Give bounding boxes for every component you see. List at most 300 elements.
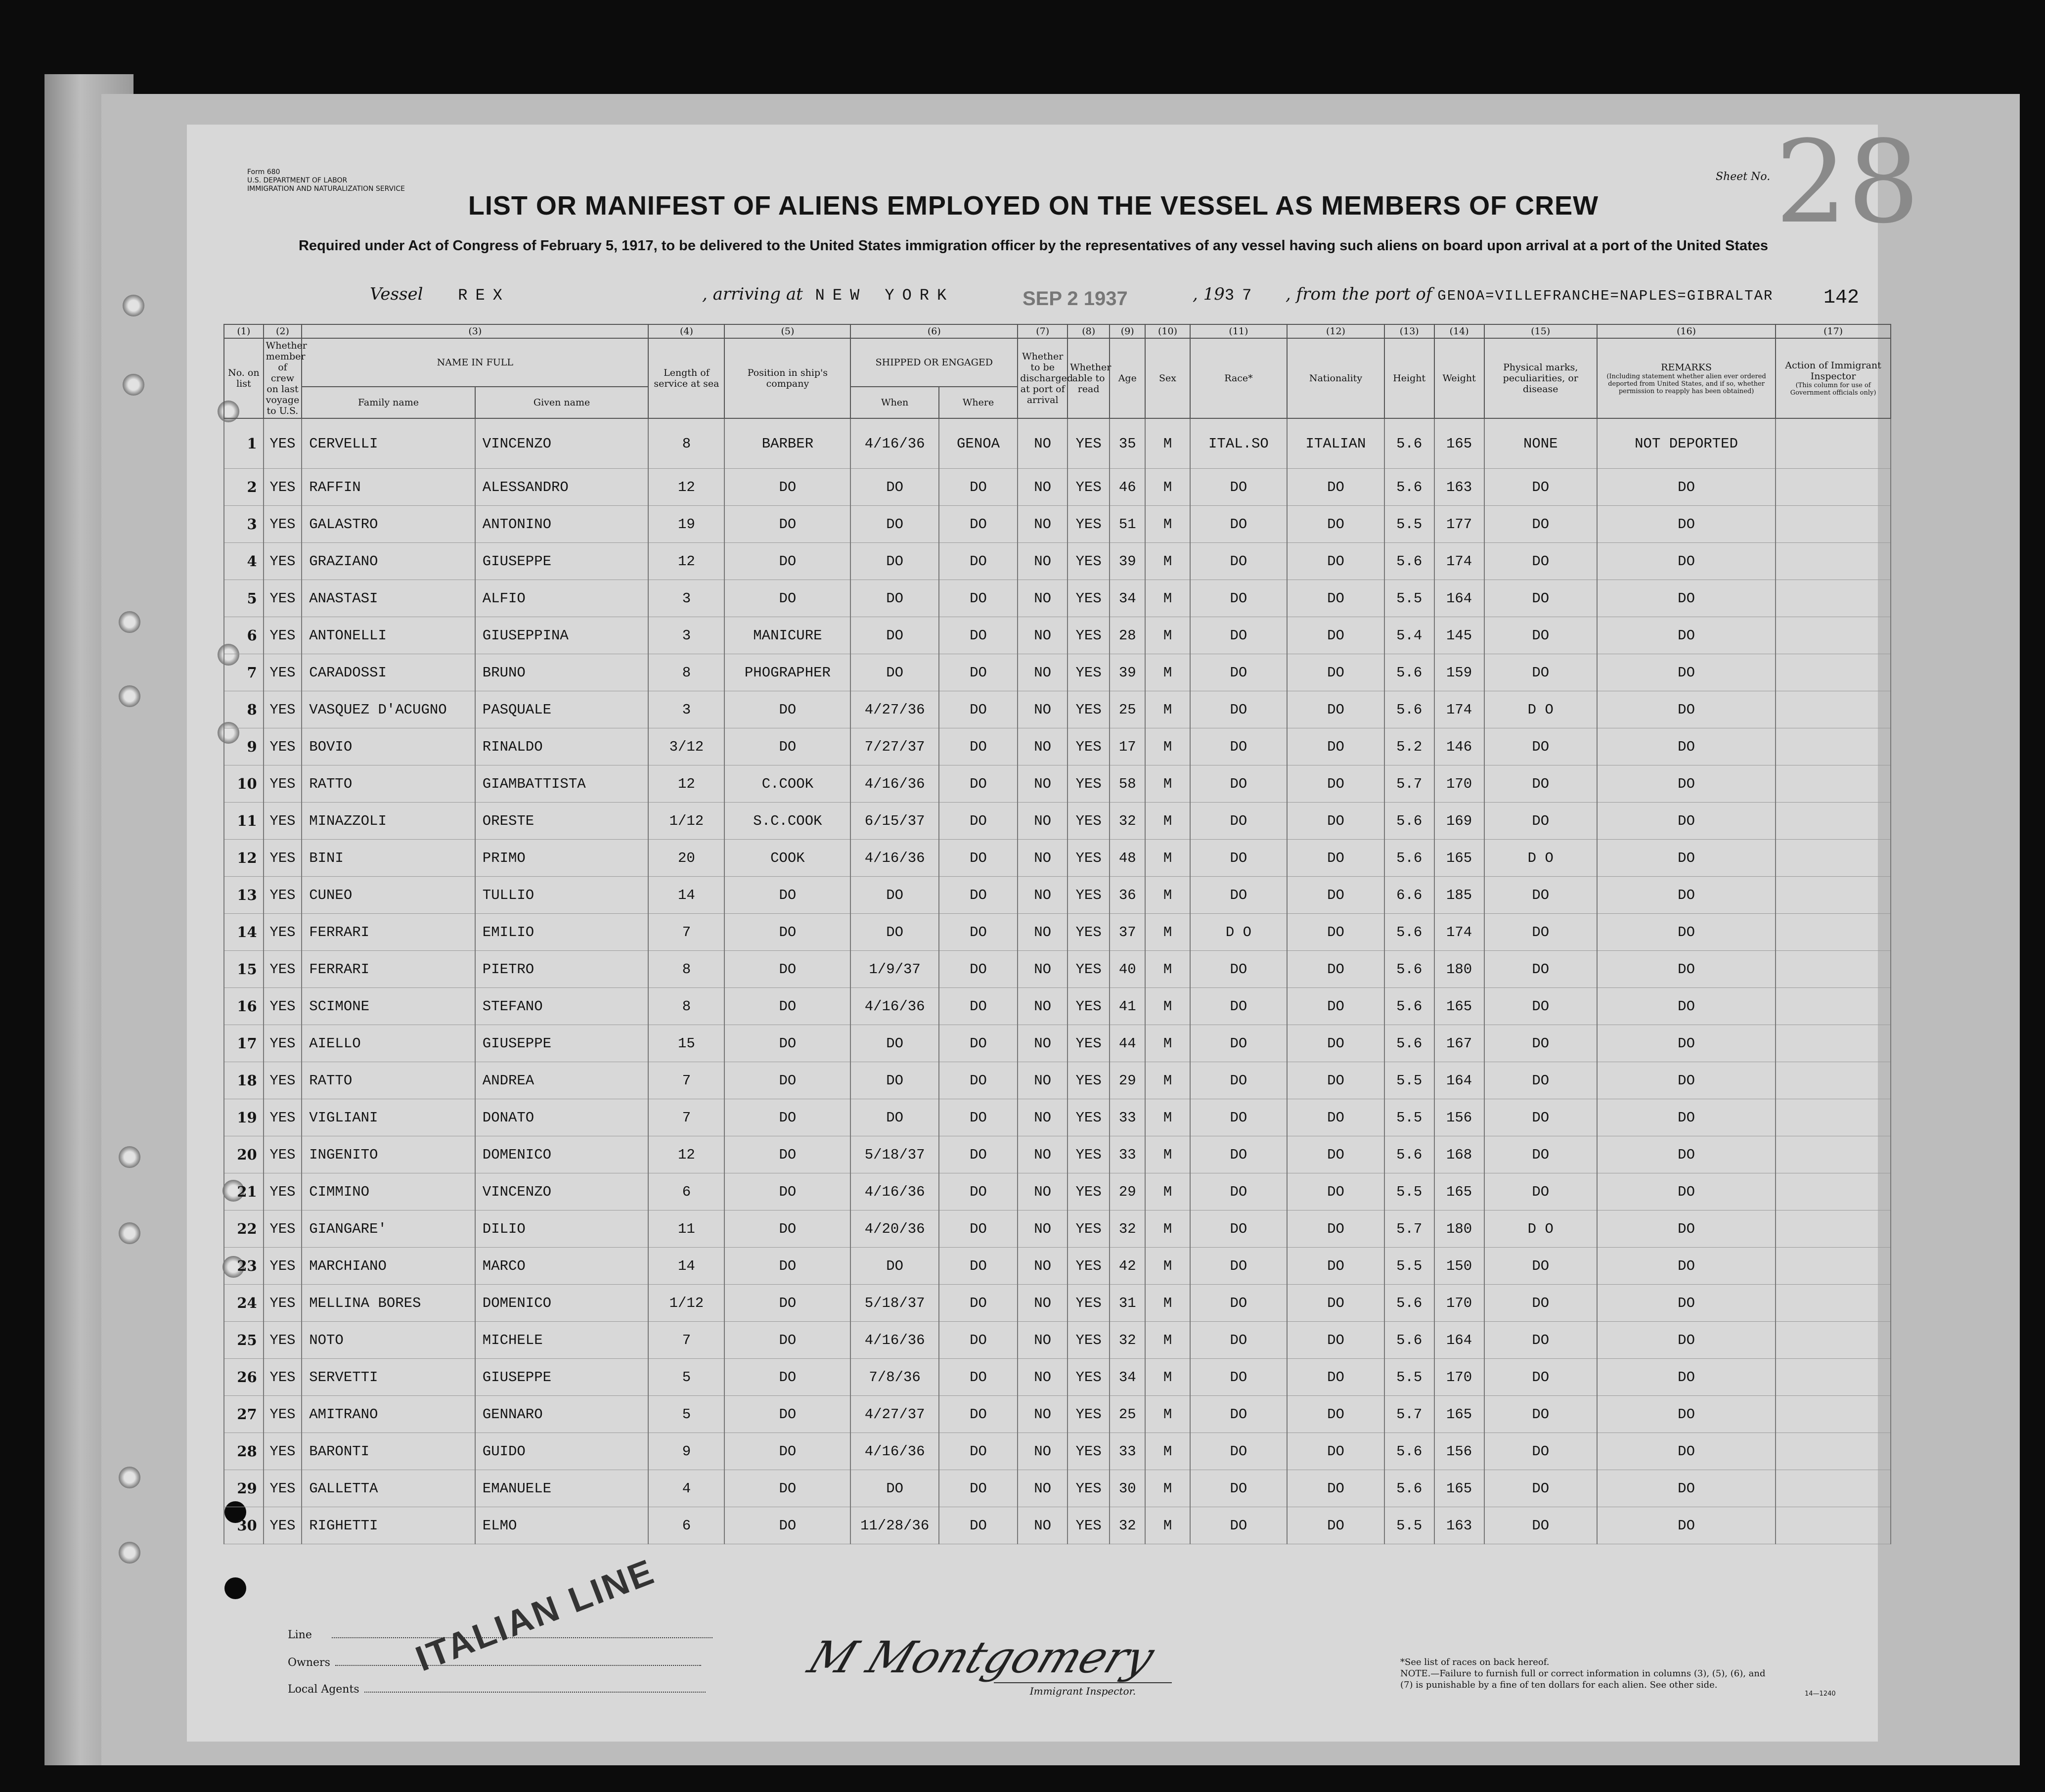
cell-height: 5.5 [1384,1359,1434,1396]
cell-age: 37 [1110,914,1145,951]
punch-hole [119,1467,140,1488]
cell-crew-member: YES [264,1433,302,1470]
cell-crew-member: YES [264,1396,302,1433]
cell-position: DO [724,914,850,951]
sheet-label: Sheet No. [1716,171,1771,183]
cell-race: DO [1190,803,1288,840]
cell-no: 21 [224,1173,264,1210]
cell-length-of-service: 1/12 [648,803,724,840]
cell-given-name: EMANUELE [475,1470,649,1507]
punch-hole [224,1577,246,1599]
cell-physical-marks: DO [1484,1322,1597,1359]
col-remarks [1597,338,1776,418]
cell-crew-member: YES [264,877,302,914]
cell-shipped-when: 5/18/37 [850,1285,938,1322]
cell-given-name: DOMENICO [475,1136,649,1173]
print-code: 14—1240 [1805,1690,1836,1698]
cell-family-name: RATTO [302,1062,475,1099]
cell-position: DO [724,1359,850,1396]
cell-race: DO [1190,1173,1288,1210]
from-port: GENOA=VILLEFRANCHE=NAPLES=GIBRALTAR [1437,288,1774,304]
cell-family-name: ANTONELLI [302,617,475,654]
cell-age: 34 [1110,1359,1145,1396]
cell-crew-member: YES [264,654,302,691]
cell-crew-member: YES [264,1099,302,1136]
cell-race: DO [1190,543,1288,580]
cell-height: 5.7 [1384,765,1434,803]
cell-length-of-service: 1/12 [648,1285,724,1322]
cell-nationality: DO [1287,654,1384,691]
cell-discharged: NO [1018,1396,1067,1433]
cell-no: 18 [224,1062,264,1099]
cell-nationality: DO [1287,1136,1384,1173]
cell-remarks: DO [1597,1470,1776,1507]
owners-label: Owners [288,1657,330,1669]
cell-age: 25 [1110,1396,1145,1433]
cell-family-name: GALLETTA [302,1470,475,1507]
cell-shipped-where: DO [939,1248,1018,1285]
cell-inspector-action [1776,1433,1891,1470]
races-note: *See list of races on back hereof. [1400,1657,1550,1667]
cell-no: 28 [224,1433,264,1470]
cell-inspector-action [1776,691,1891,728]
cell-height: 5.7 [1384,1396,1434,1433]
cell-shipped-where: DO [939,840,1018,877]
cell-age: 51 [1110,506,1145,543]
cell-weight: 164 [1434,580,1484,617]
cell-given-name: ORESTE [475,803,649,840]
cell-able-to-read: YES [1067,951,1110,988]
table-row [224,580,1891,617]
cell-height: 5.7 [1384,1210,1434,1248]
cell-shipped-when: DO [850,617,938,654]
cell-weight: 165 [1434,1173,1484,1210]
cell-physical-marks: DO [1484,1173,1597,1210]
cell-given-name: ANTONINO [475,506,649,543]
cell-sex: M [1145,840,1190,877]
cell-remarks: DO [1597,469,1776,506]
cell-length-of-service: 3 [648,580,724,617]
handwritten-number: 142 [1823,287,1860,309]
cell-no: 12 [224,840,264,877]
cell-sex: M [1145,728,1190,765]
cell-length-of-service: 8 [648,654,724,691]
cell-height: 5.6 [1384,543,1434,580]
cell-remarks: DO [1597,691,1776,728]
cell-able-to-read: YES [1067,1396,1110,1433]
cell-height: 5.5 [1384,1062,1434,1099]
cell-shipped-when: DO [850,1025,938,1062]
cell-age: 46 [1110,469,1145,506]
table-row [224,840,1891,877]
cell-given-name: GIUSEPPINA [475,617,649,654]
cell-age: 17 [1110,728,1145,765]
cell-physical-marks: DO [1484,951,1597,988]
cell-given-name: ALESSANDRO [475,469,649,506]
cell-length-of-service: 12 [648,543,724,580]
cell-sex: M [1145,988,1190,1025]
from-port-field [1286,284,1773,314]
cell-family-name: VASQUEZ D'ACUGNO [302,691,475,728]
cell-race: DO [1190,1470,1288,1507]
cell-physical-marks: DO [1484,1359,1597,1396]
cell-race: DO [1190,1248,1288,1285]
cell-weight: 163 [1434,469,1484,506]
cell-physical-marks: DO [1484,877,1597,914]
cell-race: DO [1190,1359,1288,1396]
cell-family-name: BARONTI [302,1433,475,1470]
cell-sex: M [1145,1470,1190,1507]
cell-remarks: DO [1597,617,1776,654]
cell-crew-member: YES [264,1210,302,1248]
cell-weight: 180 [1434,951,1484,988]
cell-sex: M [1145,1136,1190,1173]
cell-discharged: NO [1018,580,1067,617]
cell-inspector-action [1776,1470,1891,1507]
cell-able-to-read: YES [1067,1507,1110,1544]
cell-shipped-when: DO [850,877,938,914]
cell-able-to-read: YES [1067,543,1110,580]
cell-physical-marks: DO [1484,543,1597,580]
cell-able-to-read: YES [1067,1322,1110,1359]
cell-position: DO [724,506,850,543]
cell-given-name: DOMENICO [475,1285,649,1322]
cell-height: 6.6 [1384,877,1434,914]
cell-able-to-read: YES [1067,803,1110,840]
cell-length-of-service: 7 [648,1322,724,1359]
cell-inspector-action [1776,418,1891,469]
cell-nationality: DO [1287,988,1384,1025]
table-row [224,617,1891,654]
cell-shipped-when: 4/20/36 [850,1210,938,1248]
col-nationality: Nationality [1287,338,1384,418]
cell-discharged: NO [1018,1173,1067,1210]
cell-age: 30 [1110,1470,1145,1507]
cell-position: DO [724,691,850,728]
cell-length-of-service: 7 [648,1099,724,1136]
cell-position: DO [724,1322,850,1359]
cell-shipped-when: 4/16/36 [850,988,938,1025]
cell-family-name: AIELLO [302,1025,475,1062]
cell-race: DO [1190,691,1288,728]
cell-discharged: NO [1018,418,1067,469]
cell-inspector-action [1776,469,1891,506]
cell-sex: M [1145,1507,1190,1544]
cell-physical-marks: DO [1484,1285,1597,1322]
cell-no: 29 [224,1470,264,1507]
cell-crew-member: YES [264,617,302,654]
italian-line-stamp: ITALIAN LINE [410,1551,661,1679]
cell-shipped-when: 6/15/37 [850,803,938,840]
cell-able-to-read: YES [1067,469,1110,506]
year-value: 37 [1224,286,1260,305]
cell-crew-member: YES [264,1025,302,1062]
punch-hole [123,374,144,396]
cell-remarks: DO [1597,1322,1776,1359]
table-row [224,543,1891,580]
cell-weight: 150 [1434,1248,1484,1285]
cell-family-name: RIGHETTI [302,1507,475,1544]
column-header-row [224,338,1891,387]
sheet-number: 28 [1775,117,1920,249]
cell-no: 22 [224,1210,264,1248]
cell-discharged: NO [1018,728,1067,765]
table-row [224,1285,1891,1322]
cell-sex: M [1145,1099,1190,1136]
cell-position: DO [724,1062,850,1099]
cell-able-to-read: YES [1067,654,1110,691]
cell-family-name: MARCHIANO [302,1248,475,1285]
cell-no: 4 [224,543,264,580]
table-row [224,1396,1891,1433]
cell-sex: M [1145,1285,1190,1322]
cell-able-to-read: YES [1067,1062,1110,1099]
cell-family-name: CIMMINO [302,1173,475,1210]
cell-no: 1 [224,418,264,469]
cell-shipped-when: DO [850,543,938,580]
cell-inspector-action [1776,1359,1891,1396]
cell-length-of-service: 3 [648,617,724,654]
cell-discharged: NO [1018,1470,1067,1507]
table-row [224,1507,1891,1544]
cell-crew-member: YES [264,506,302,543]
cell-age: 32 [1110,1210,1145,1248]
cell-position: DO [724,877,850,914]
cell-able-to-read: YES [1067,914,1110,951]
cell-no: 27 [224,1396,264,1433]
table-row [224,728,1891,765]
cell-race: DO [1190,1285,1288,1322]
cell-length-of-service: 11 [648,1210,724,1248]
cell-race: ITAL.SO [1190,418,1288,469]
cell-race: DO [1190,1025,1288,1062]
cell-physical-marks: DO [1484,580,1597,617]
cell-discharged: NO [1018,543,1067,580]
arriving-field [702,284,954,314]
cell-shipped-when: 7/8/36 [850,1359,938,1396]
cell-given-name: GIUSEPPE [475,1025,649,1062]
cell-shipped-when: 11/28/36 [850,1507,938,1544]
cell-discharged: NO [1018,914,1067,951]
cell-given-name: VINCENZO [475,1173,649,1210]
cell-nationality: DO [1287,914,1384,951]
cell-family-name: BINI [302,840,475,877]
cell-shipped-where: DO [939,1396,1018,1433]
col-num: (15) [1484,324,1597,338]
cell-family-name: NOTO [302,1322,475,1359]
cell-remarks: DO [1597,506,1776,543]
cell-shipped-where: DO [939,1173,1018,1210]
cell-race: DO [1190,877,1288,914]
cell-physical-marks: DO [1484,506,1597,543]
cell-age: 31 [1110,1285,1145,1322]
cell-crew-member: YES [264,543,302,580]
cell-age: 39 [1110,543,1145,580]
cell-age: 25 [1110,691,1145,728]
cell-weight: 169 [1434,803,1484,840]
cell-family-name: BOVIO [302,728,475,765]
table-row [224,803,1891,840]
cell-shipped-where: DO [939,1136,1018,1173]
cell-shipped-when: DO [850,654,938,691]
cell-crew-member: YES [264,691,302,728]
cell-race: DO [1190,1507,1288,1544]
cell-sex: M [1145,506,1190,543]
cell-weight: 170 [1434,1359,1484,1396]
cell-length-of-service: 3/12 [648,728,724,765]
cell-shipped-when: DO [850,1470,938,1507]
cell-length-of-service: 8 [648,418,724,469]
cell-discharged: NO [1018,1322,1067,1359]
cell-race: DO [1190,765,1288,803]
cell-physical-marks: DO [1484,988,1597,1025]
cell-race: DO [1190,654,1288,691]
cell-height: 5.6 [1384,1136,1434,1173]
cell-able-to-read: YES [1067,840,1110,877]
cell-inspector-action [1776,1025,1891,1062]
cell-nationality: DO [1287,1025,1384,1062]
year-field [1193,284,1259,314]
col-num: (16) [1597,324,1776,338]
cell-weight: 165 [1434,1470,1484,1507]
cell-race: DO [1190,506,1288,543]
cell-weight: 174 [1434,691,1484,728]
cell-sex: M [1145,1025,1190,1062]
cell-position: DO [724,1099,850,1136]
cell-given-name: ELMO [475,1507,649,1544]
cell-able-to-read: YES [1067,1099,1110,1136]
cell-discharged: NO [1018,617,1067,654]
cell-shipped-when: 4/16/36 [850,1173,938,1210]
cell-race: DO [1190,469,1288,506]
table-row [224,1173,1891,1210]
table-row [224,1210,1891,1248]
cell-inspector-action [1776,728,1891,765]
cell-inspector-action [1776,1136,1891,1173]
col-physical-marks: Physical marks, peculiarities, or disease [1484,338,1597,418]
cell-inspector-action [1776,1248,1891,1285]
table-row [224,1322,1891,1359]
department: U.S. DEPARTMENT OF LABOR [247,177,348,184]
cell-able-to-read: YES [1067,1470,1110,1507]
cell-nationality: ITALIAN [1287,418,1384,469]
cell-nationality: DO [1287,543,1384,580]
cell-able-to-read: YES [1067,1136,1110,1173]
cell-physical-marks: D O [1484,840,1597,877]
from-port-label: , from the port of [1286,284,1432,304]
cell-physical-marks: D O [1484,1210,1597,1248]
cell-race: DO [1190,728,1288,765]
cell-remarks: DO [1597,1210,1776,1248]
cell-remarks: DO [1597,580,1776,617]
table-row [224,1136,1891,1173]
cell-family-name: CUNEO [302,877,475,914]
penalty-note: NOTE.—Failure to furnish full or correct information in columns (3), (5), (6), and (7) is punishable by a fine of ten dollars for each alien. See other side. [1400,1668,1766,1690]
cell-shipped-when: DO [850,1099,938,1136]
cell-able-to-read: YES [1067,1285,1110,1322]
cell-family-name: GRAZIANO [302,543,475,580]
cell-given-name: PASQUALE [475,691,649,728]
cell-given-name: MICHELE [475,1322,649,1359]
cell-shipped-when: 4/16/36 [850,1322,938,1359]
cell-given-name: GIUSEPPE [475,543,649,580]
cell-weight: 185 [1434,877,1484,914]
cell-no: 23 [224,1248,264,1285]
table-row [224,951,1891,988]
cell-nationality: DO [1287,765,1384,803]
cell-shipped-when: 5/18/37 [850,1136,938,1173]
cell-weight: 146 [1434,728,1484,765]
cell-length-of-service: 12 [648,469,724,506]
cell-age: 32 [1110,1322,1145,1359]
cell-shipped-when: DO [850,469,938,506]
cell-shipped-where: DO [939,654,1018,691]
cell-physical-marks: DO [1484,654,1597,691]
cell-position: DO [724,1433,850,1470]
cell-discharged: NO [1018,1025,1067,1062]
cell-family-name: VIGLIANI [302,1099,475,1136]
cell-given-name: DILIO [475,1210,649,1248]
cell-weight: 174 [1434,914,1484,951]
cell-family-name: AMITRANO [302,1396,475,1433]
cell-height: 5.2 [1384,728,1434,765]
cell-crew-member: YES [264,1248,302,1285]
cell-given-name: DONATO [475,1099,649,1136]
cell-family-name: FERRARI [302,951,475,988]
cell-no: 24 [224,1285,264,1322]
cell-nationality: DO [1287,1359,1384,1396]
cell-weight: 170 [1434,1285,1484,1322]
cell-shipped-where: DO [939,765,1018,803]
cell-sex: M [1145,1210,1190,1248]
cell-physical-marks: DO [1484,728,1597,765]
cell-physical-marks: DO [1484,1470,1597,1507]
cell-weight: 145 [1434,617,1484,654]
cell-position: DO [724,728,850,765]
cell-shipped-when: 4/27/36 [850,691,938,728]
cell-crew-member: YES [264,1359,302,1396]
cell-position: DO [724,1285,850,1322]
cell-remarks: DO [1597,543,1776,580]
table-row [224,418,1891,469]
cell-no: 13 [224,877,264,914]
cell-discharged: NO [1018,1248,1067,1285]
cell-height: 5.5 [1384,1173,1434,1210]
column-number-row [224,324,1891,338]
cell-position: DO [724,1396,850,1433]
cell-able-to-read: YES [1067,765,1110,803]
cell-height: 5.6 [1384,691,1434,728]
vessel-name: REX [458,286,510,305]
col-num: (7) [1018,324,1067,338]
cell-position: DO [724,580,850,617]
cell-inspector-action [1776,580,1891,617]
cell-given-name: RINALDO [475,728,649,765]
cell-shipped-where: DO [939,988,1018,1025]
cell-shipped-when: DO [850,914,938,951]
cell-able-to-read: YES [1067,1025,1110,1062]
cell-shipped-where: DO [939,469,1018,506]
cell-crew-member: YES [264,1062,302,1099]
cell-height: 5.6 [1384,1285,1434,1322]
cell-physical-marks: DO [1484,914,1597,951]
cell-shipped-when: 4/27/37 [850,1396,938,1433]
cell-shipped-where: DO [939,951,1018,988]
cell-race: DO [1190,988,1288,1025]
table-row [224,1099,1891,1136]
cell-no: 10 [224,765,264,803]
cell-age: 34 [1110,580,1145,617]
